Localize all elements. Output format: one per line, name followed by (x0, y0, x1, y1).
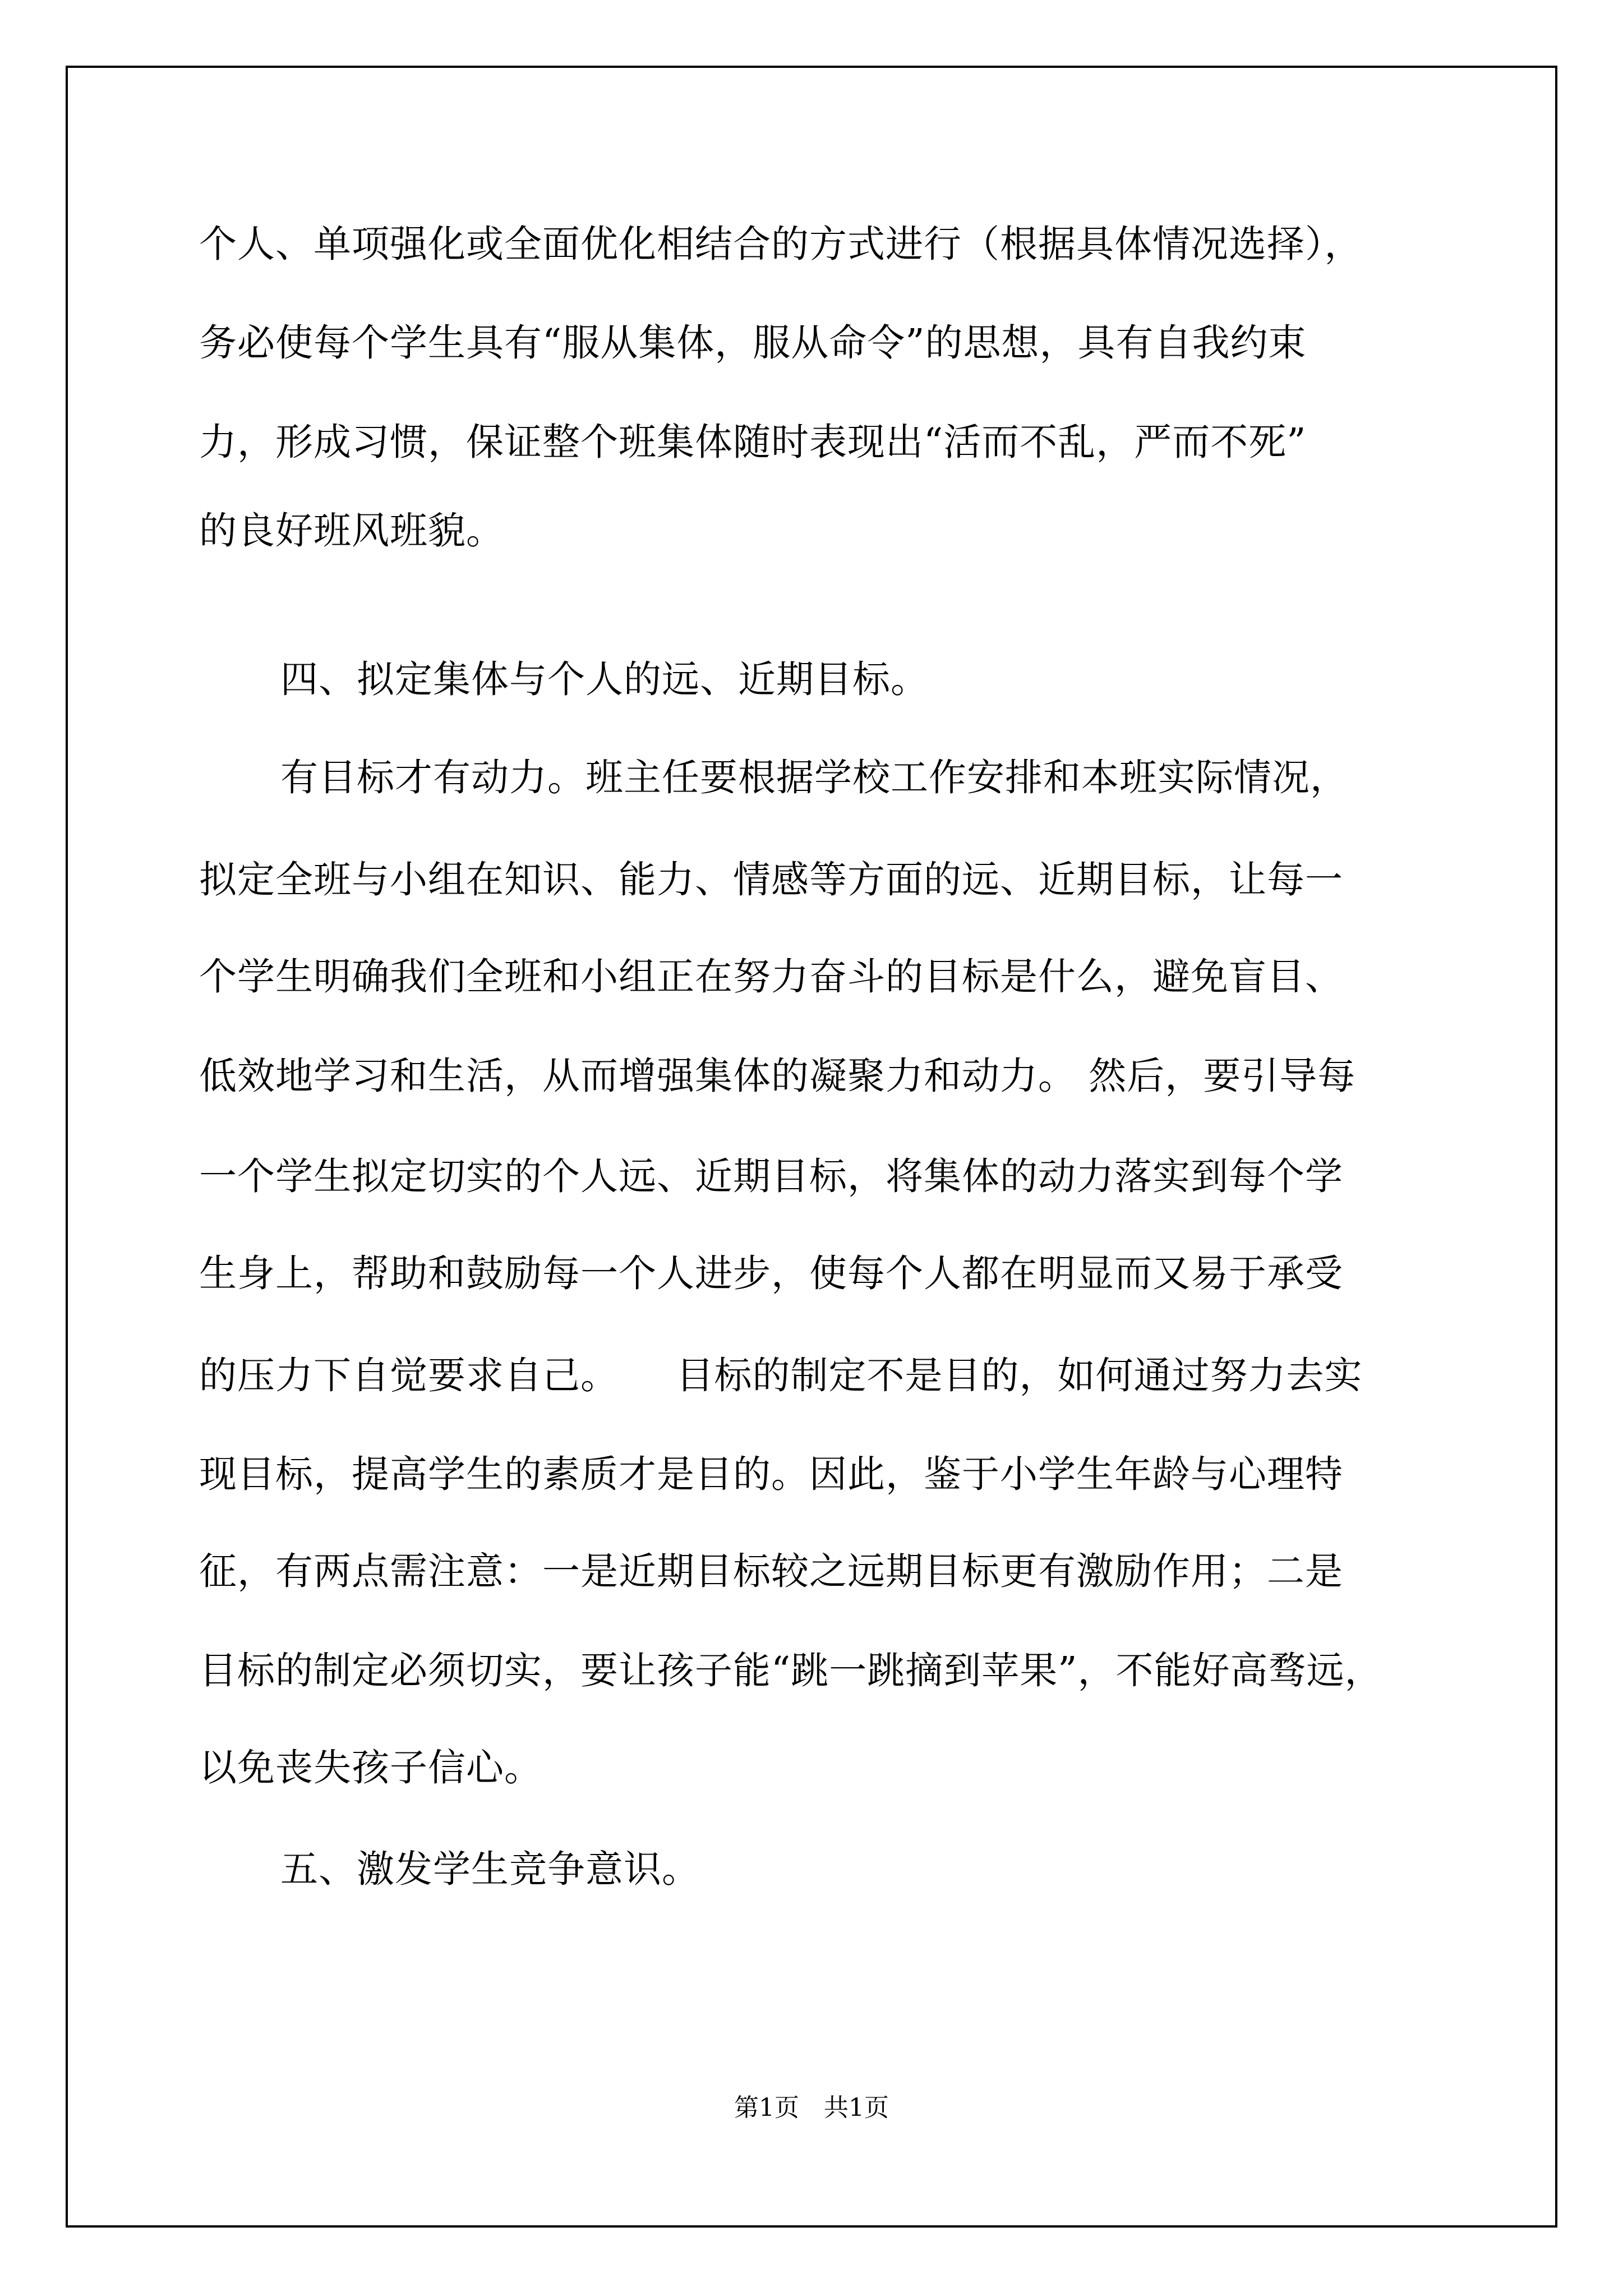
text-line-9: 低效地学习和生活，从而增强集体的凝聚力和动力。 然后，要引导每 (199, 1054, 1356, 1098)
text-line-3: 力，形成习惯，保证整个班集体随时表现出“活而不乱，严而不死” (199, 420, 1307, 464)
text-line-2: 务必使每个学生具有“服从集体，服从命令”的思想，具有自我约束 (199, 321, 1307, 365)
text-line-15: 目标的制定必须切实，要让孩子能“跳一跳摘到苹果”，不能好高骛远， (199, 1649, 1383, 1692)
text-line-16: 以免丧失孩子信心。 (199, 1746, 542, 1789)
text-line-7: 拟定全班与小组在知识、能力、情感等方面的远、近期目标，让每一 (199, 858, 1343, 901)
text-line-1: 个人、单项强化或全面优化相结合的方式进行（根据具体情况选择）， (199, 222, 1363, 266)
text-line-14: 征，有两点需注意：一是近期目标较之远期目标更有激励作用；二是 (199, 1549, 1343, 1593)
text-line-4: 的良好班风班貌。 (199, 509, 504, 553)
page-footer: 第1页 共1页 (734, 2093, 889, 2122)
page-border (66, 66, 1557, 2228)
text-line-13: 现目标，提高学生的素质才是目的。因此，鉴于小学生年龄与心理特 (199, 1452, 1343, 1496)
text-line-8: 个学生明确我们全班和小组正在努力奋斗的目标是什么，避免盲目、 (199, 955, 1343, 999)
text-line-6: 有目标才有动力。班主任要根据学校工作安排和本班实际情况， (280, 756, 1348, 799)
section-heading-4: 四、拟定集体与个人的远、近期目标。 (280, 657, 929, 701)
section-heading-5: 五、激发学生竞争意识。 (280, 1847, 700, 1891)
text-line-11: 生身上，帮助和鼓励每一个人进步，使每个人都在明显而又易于承受 (199, 1251, 1343, 1295)
text-line-10: 一个学生拟定切实的个人远、近期目标，将集体的动力落实到每个学 (199, 1154, 1343, 1198)
text-line-12: 的压力下自觉要求自己。 目标的制定不是目的，如何通过努力去实 (199, 1354, 1363, 1397)
